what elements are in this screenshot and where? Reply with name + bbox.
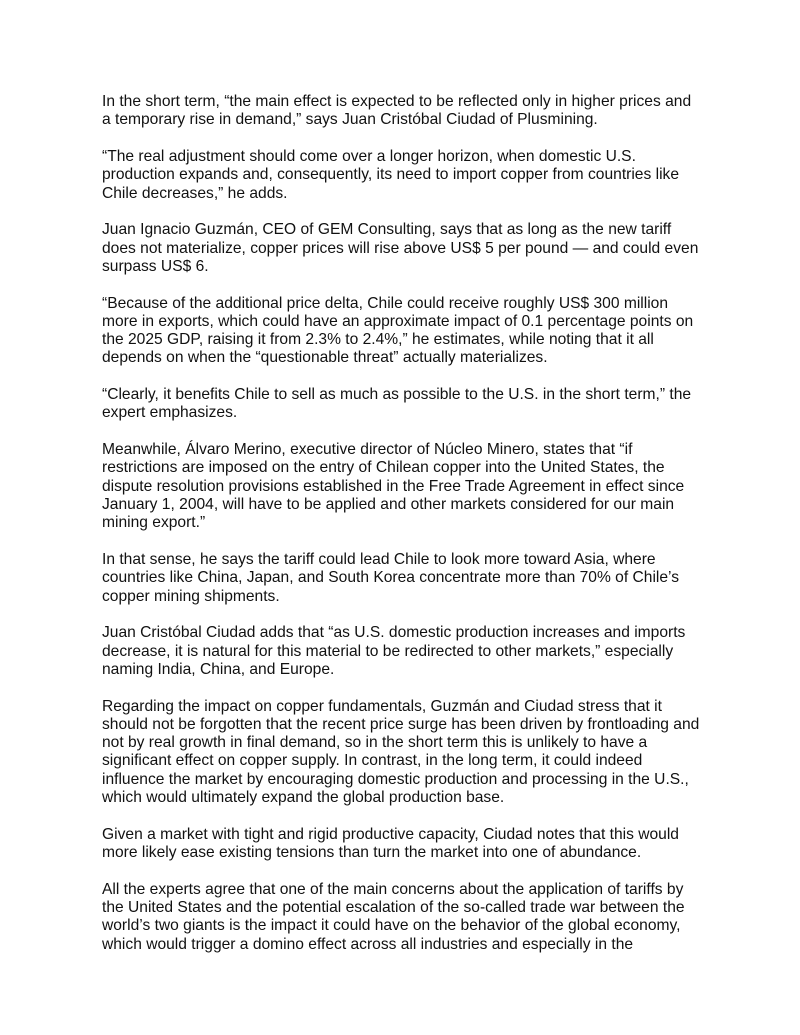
paragraph: “The real adjustment should come over a longer horizon, when domestic U.S. production expands and, consequently, its need to import copper from countries like Chile decreases,” he adds. xyxy=(102,147,680,202)
paragraph: In that sense, he says the tariff could lead Chile to look more toward Asia, where countries like China, Japan, and South Korea concentrate more than 70% of Chile’s copper mining shipments. xyxy=(102,550,680,605)
paragraph: All the experts agree that one of the main concerns about the application of tariffs by the United States and the potential escalation of the so-called trade war between the world’s two giants is the impact it could have on the behavior of the global economy, which would trigger a domino effect across all industries and especially in the xyxy=(102,880,685,953)
paragraph: Juan Cristóbal Ciudad adds that “as U.S. domestic production increases and imports decrease, it is natural for this material to be redirected to other markets,” especially naming India, China, and Europe. xyxy=(102,624,686,678)
paragraph: “Because of the additional price delta, Chile could receive roughly US$ 300 million more in exports, which could have an approximate impact of 0.1 percentage points on the 2025 GDP, raising it from 2.3% to 2.4%,” he estimates, while noting that it all depends on when the “questionable threat” actually materializes. xyxy=(102,294,694,367)
article-body xyxy=(102,93,704,972)
paragraph: “Clearly, it benefits Chile to sell as much as possible to the U.S. in the short term,” the expert emphasizes. xyxy=(102,386,692,422)
paragraph: Juan Ignacio Guzmán, CEO of GEM Consulting, says that as long as the new tariff does not materialize, copper prices will rise above US$ 5 per pound — and could even surpass US$ 6. xyxy=(102,221,699,275)
paragraph: In the short term, “the main effect is expected to be reflected only in higher prices and a temporary rise in demand,” says Juan Cristóbal Ciudad of Plusmining. xyxy=(102,93,692,129)
paragraph: Given a market with tight and rigid productive capacity, Ciudad notes that this would more likely ease existing tensions than turn the market into one of abundance. xyxy=(102,825,679,862)
paragraph: Regarding the impact on copper fundamentals, Guzmán and Ciudad stress that it should not be forgotten that the recent price surge has been driven by frontloading and not by real growth in final demand, so in the short term this is unlikely to have a significant effect on copper supply. In contrast, in the long term, it could indeed influence the market by encouraging domestic production and processing in the U.S., which would ultimately expand the global production base. xyxy=(102,697,700,807)
paragraph: Meanwhile, Álvaro Merino, executive director of Núcleo Minero, states that “if restrictions are imposed on the entry of Chilean copper into the United States, the dispute resolution provisions established in the Free Trade Agreement in effect since January 1, 2004, will have to be applied and other markets considered for our main mining export.” xyxy=(102,441,685,532)
